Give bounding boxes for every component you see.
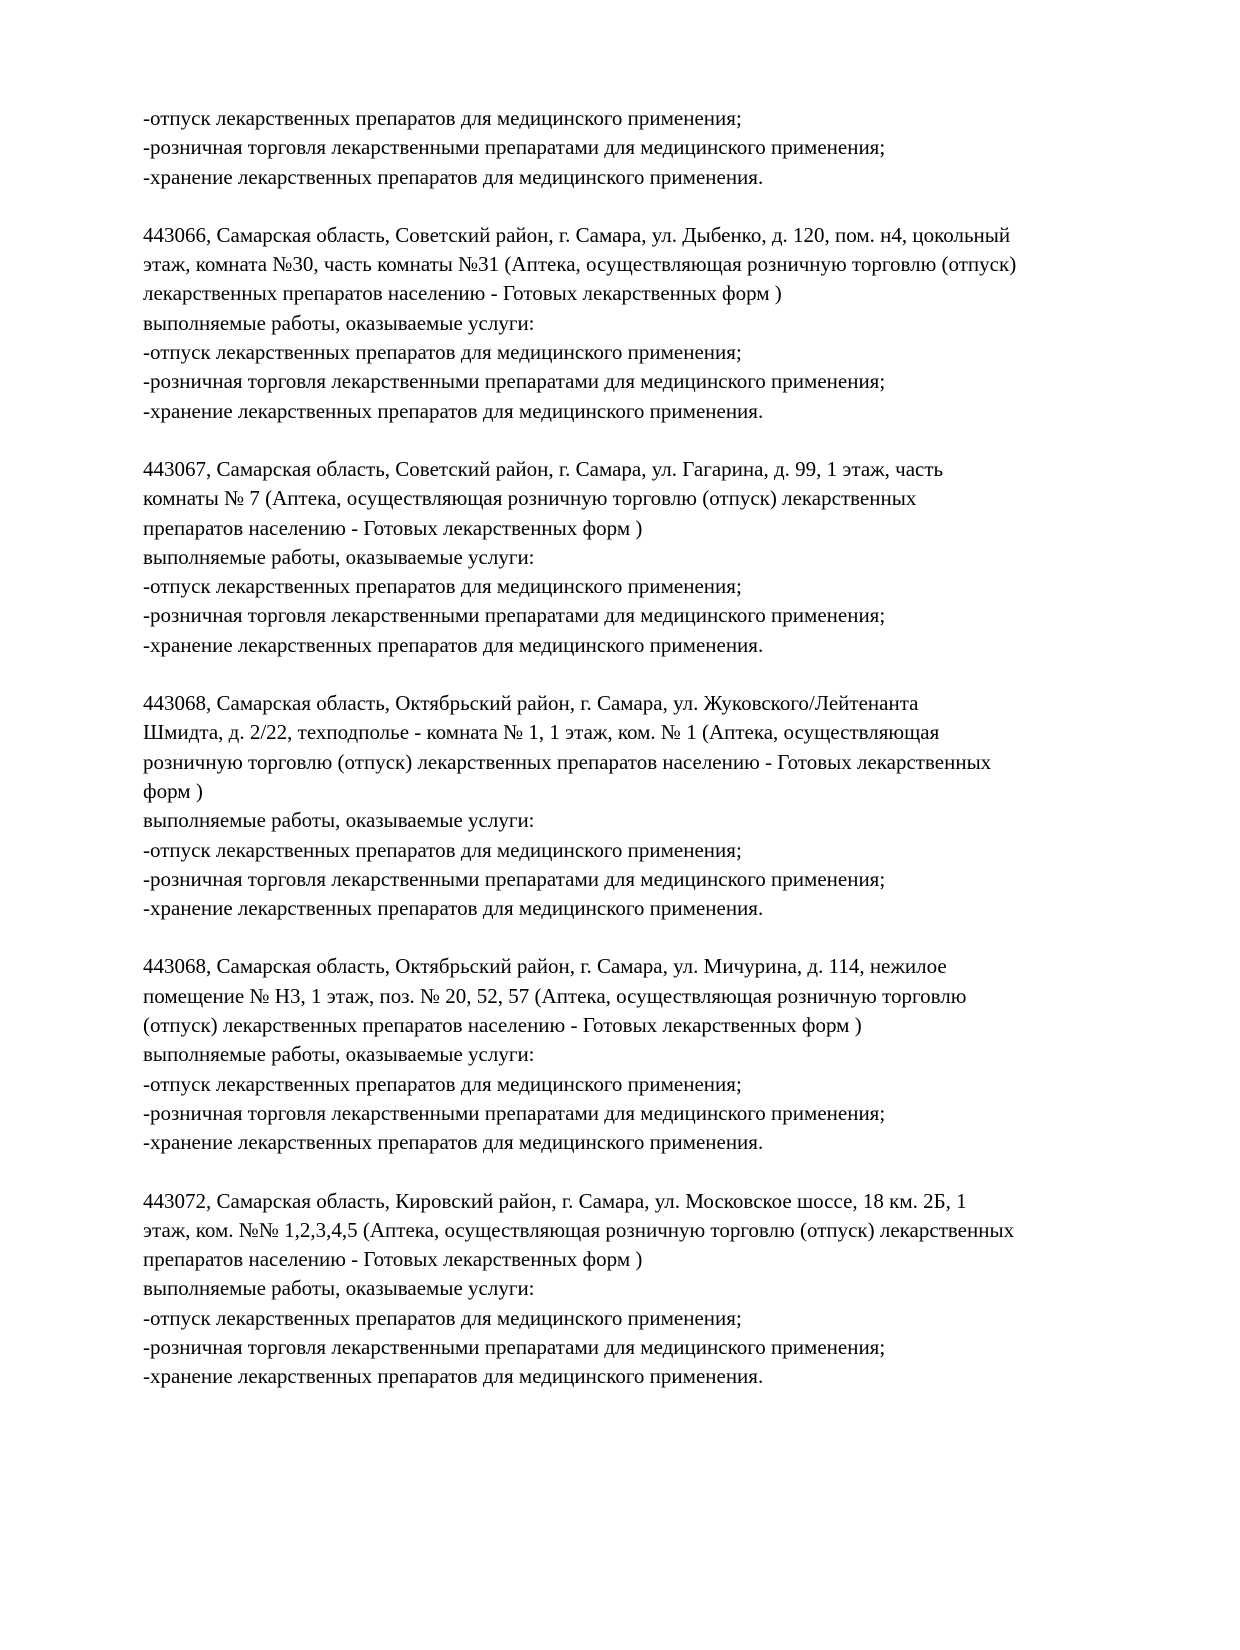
service-line: -розничная торговля лекарственными препаратами для медицинского применения; [143, 603, 886, 628]
pharmacy-address-block [143, 1187, 1193, 1392]
address-line: этаж, комната №30, часть комнаты №31 (Аптека, осуществляющая розничную торговлю (отпуск) [143, 252, 1017, 277]
address-line: (отпуск) лекарственных препаратов населению - Готовых лекарственных форм ) [143, 1013, 862, 1038]
service-line: -розничная торговля лекарственными препаратами для медицинского применения; [143, 369, 886, 394]
pharmacy-address-block [143, 952, 1193, 1157]
works-label: выполняемые работы, оказываемые услуги: [143, 310, 535, 335]
pharmacy-address-block [143, 689, 1193, 923]
address-line: Шмидта, д. 2/22, техподполье - комната № 1, 1 этаж, ком. № 1 (Аптека, осуществляющая [143, 720, 940, 745]
service-line: -отпуск лекарственных препаратов для медицинского применения; [143, 1305, 742, 1330]
address-line: 443068, Самарская область, Октябрьский район, г. Самара, ул. Мичурина, д. 114, нежилое [143, 954, 947, 979]
address-line: препаратов населению - Готовых лекарственных форм ) [143, 515, 643, 540]
service-line: -хранение лекарственных препаратов для медицинского применения. [143, 1364, 764, 1389]
service-line: -хранение лекарственных препаратов для медицинского применения. [143, 1130, 764, 1155]
address-line: розничную торговлю (отпуск) лекарственных препаратов населению - Готовых лекарственных [143, 749, 992, 774]
address-line: 443067, Самарская область, Советский район, г. Самара, ул. Гагарина, д. 99, 1 этаж, часть [143, 456, 944, 481]
address-line: препаратов населению - Готовых лекарственных форм ) [143, 1247, 643, 1272]
address-line: помещение № Н3, 1 этаж, поз. № 20, 52, 57 (Аптека, осуществляющая розничную торговлю [143, 983, 967, 1008]
works-label: выполняемые работы, оказываемые услуги: [143, 544, 535, 569]
service-line: -хранение лекарственных препаратов для медицинского применения. [143, 164, 764, 189]
address-line: комнаты № 7 (Аптека, осуществляющая розничную торговлю (отпуск) лекарственных [143, 486, 917, 511]
document-page [143, 104, 1193, 1392]
address-line: 443068, Самарская область, Октябрьский район, г. Самара, ул. Жуковского/Лейтенанта [143, 691, 919, 716]
service-line: -отпуск лекарственных препаратов для медицинского применения; [143, 340, 742, 365]
service-line: -отпуск лекарственных препаратов для медицинского применения; [143, 1071, 742, 1096]
service-line: -хранение лекарственных препаратов для медицинского применения. [143, 896, 764, 921]
service-line: -отпуск лекарственных препаратов для медицинского применения; [143, 574, 742, 599]
service-line: -отпуск лекарственных препаратов для медицинского применения; [143, 106, 742, 130]
service-line: -розничная торговля лекарственными препаратами для медицинского применения; [143, 866, 886, 891]
service-line: -хранение лекарственных препаратов для медицинского применения. [143, 398, 764, 423]
service-line: -отпуск лекарственных препаратов для медицинского применения; [143, 837, 742, 862]
service-line: -розничная торговля лекарственными препаратами для медицинского применения; [143, 1100, 886, 1125]
address-line: этаж, ком. №№ 1,2,3,4,5 (Аптека, осуществляющая розничную торговлю (отпуск) лекарственных [143, 1217, 1015, 1242]
service-line: -розничная торговля лекарственными препаратами для медицинского применения; [143, 1334, 886, 1359]
address-line: 443072, Самарская область, Кировский район, г. Самара, ул. Московское шоссе, 18 км. 2Б, 1 [143, 1188, 967, 1213]
intro-services [143, 104, 1193, 192]
pharmacy-address-block [143, 455, 1193, 660]
works-label: выполняемые работы, оказываемые услуги: [143, 1042, 535, 1067]
address-line: форм ) [143, 778, 203, 803]
works-label: выполняемые работы, оказываемые услуги: [143, 808, 535, 833]
address-line: 443066, Самарская область, Советский район, г. Самара, ул. Дыбенко, д. 120, пом. н4, цокольный [143, 222, 1011, 247]
works-label: выполняемые работы, оказываемые услуги: [143, 1276, 535, 1301]
service-line: -хранение лекарственных препаратов для медицинского применения. [143, 632, 764, 657]
address-line: лекарственных препаратов населению - Готовых лекарственных форм ) [143, 281, 782, 306]
service-line: -розничная торговля лекарственными препаратами для медицинского применения; [143, 135, 886, 160]
pharmacy-address-block [143, 221, 1193, 426]
